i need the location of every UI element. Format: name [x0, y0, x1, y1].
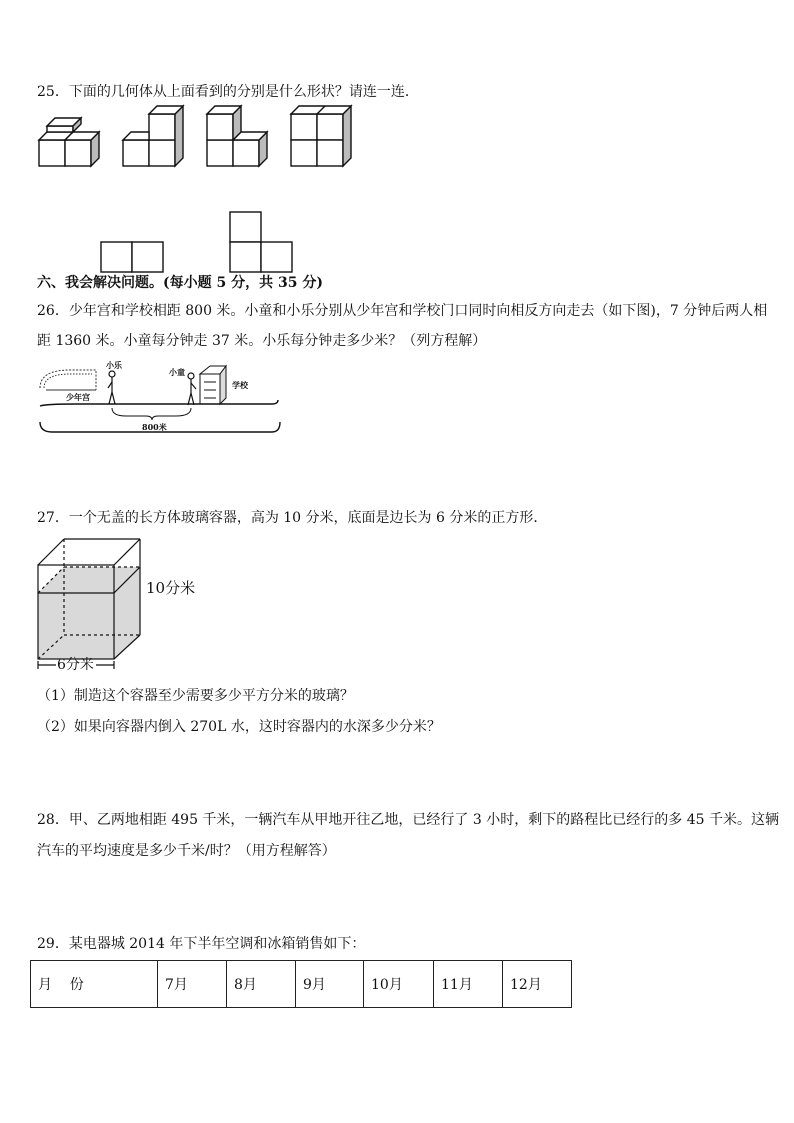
top-view-a	[101, 242, 163, 272]
school-drawing	[200, 366, 226, 404]
xiaotong-figure	[188, 373, 196, 405]
sales-table	[30, 960, 572, 1008]
q29-text: 29．某电器城 2014 年下半年空调和冰箱销售如下：	[37, 936, 366, 952]
distance-brace-800	[112, 408, 191, 420]
q26-line1: 26．少年宫和学校相距 800 米。小童和小乐分别从少年宫和学校门口同时向相反方向走去（如下图)，7 分钟后两人相	[37, 303, 768, 319]
table-cell: 8月	[227, 961, 296, 1008]
block-figure-3	[207, 106, 267, 166]
label-school: 学校	[232, 380, 248, 390]
label-distance: 800米	[142, 422, 167, 432]
q27-text: 27．一个无盖的长方体玻璃容器，高为 10 分米，底面是边长为 6 分米的正方形．	[37, 510, 548, 526]
table-cell: 12月	[503, 961, 572, 1008]
section6-title: 六、我会解决问题。(每小题 5 分，共 35 分)	[37, 275, 323, 291]
q25-top-views	[0, 206, 794, 276]
q25-block-figures	[0, 100, 794, 180]
q25-text: 25．下面的几何体从上面看到的分别是什么形状？请连一连．	[37, 84, 419, 100]
block-figure-2	[123, 106, 183, 166]
table-row	[31, 961, 572, 1008]
block-figure-1	[39, 118, 99, 166]
xiaole-figure	[108, 371, 115, 404]
label-xiaole: 小乐	[106, 360, 122, 370]
q28-line2: 汽车的平均速度是多少千米/时？（用方程解答）	[37, 843, 336, 859]
water-front	[38, 593, 114, 659]
label-side: 6分米	[57, 657, 94, 673]
table-cell: 7月	[158, 961, 227, 1008]
q27-container-figure	[30, 535, 230, 675]
table-cell: 10月	[364, 961, 434, 1008]
label-xiaotong: 小童	[169, 367, 185, 377]
top-view-b	[230, 212, 292, 272]
label-height: 10分米	[146, 579, 196, 597]
q28-line1: 28．甲、乙两地相距 495 千米，一辆汽车从甲地开往乙地，已经行了 3 小时，剩下的路程比已经行的多 45 千米。这辆	[37, 812, 779, 828]
youth-palace-drawing	[40, 370, 96, 390]
table-cell: 9月	[296, 961, 364, 1008]
label-palace: 少年宫	[66, 392, 90, 402]
q26-line2: 距 1360 米。小童每分钟走 37 米。小乐每分钟走多少米？（列方程解）	[37, 333, 487, 349]
q26-figure	[36, 360, 316, 440]
block-figure-4	[291, 106, 351, 166]
q27-sub1: （1）制造这个容器至少需要多少平方分米的玻璃？	[37, 688, 354, 704]
table-cell: 11月	[434, 961, 503, 1008]
table-header-cell: 月 份	[31, 961, 158, 1008]
q27-sub2: （2）如果向容器内倒入 270L 水，这时容器内的水深多少分米？	[37, 719, 441, 735]
